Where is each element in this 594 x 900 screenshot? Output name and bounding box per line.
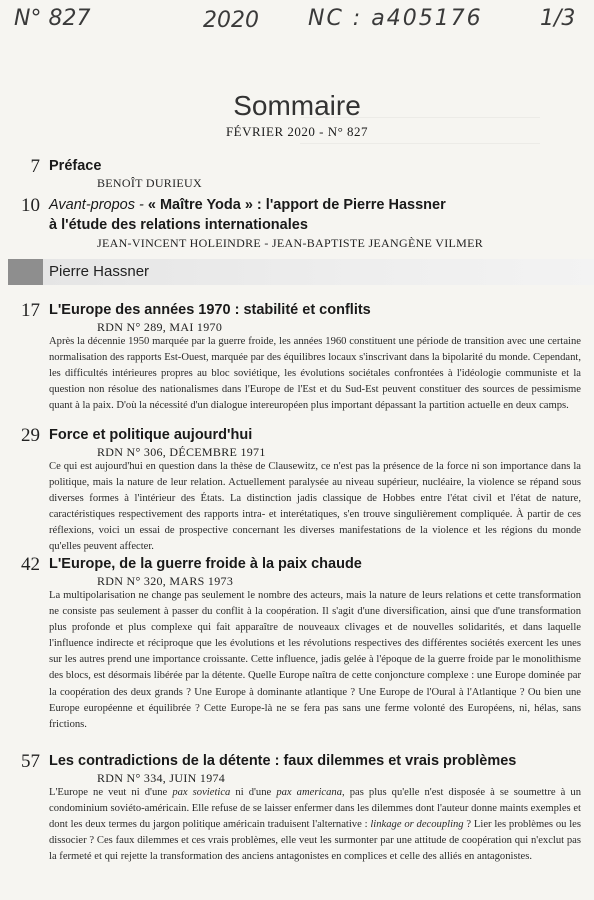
summary-text: ? Lier les problèmes ou les dissocier ? Ces faux dilemmes et ces vrais problèmes, elle veut les surmonter par une attitude de coopération qui n'exclut pas la fermeté et qui rejette la transformation des anciens antagonistes en complices et celle des alliés en antagonistes. — [49, 819, 581, 863]
summary-italic-term: linkage or decoupling — [370, 819, 464, 831]
bleed-through-mark — [300, 117, 540, 118]
article-heading: L'Europe, de la guerre froide à la paix chaude — [49, 556, 362, 572]
article-reference: RDN N° 320, MARS 1973 — [97, 574, 234, 588]
article-reference: RDN N° 289, MAI 1970 — [97, 320, 223, 334]
handwritten-reference: NC : a405176 — [308, 6, 483, 31]
article-heading: L'Europe des années 1970 : stabilité et conflits — [49, 302, 371, 318]
article-summary: Après la décennie 1950 marquée par la guerre froide, les années 1960 constituent une période de transition avec une certaine normalisation des rapports Est-Ouest, marquée par des équilibres locaux s'inscrivant dans la bipolarité du monde. Cependant, les difficultés intérieures propres au bloc soviétique, les évolutions sociétales confrontées à l'idéologie communiste et la question non résolue des nationalismes dans l'Europe de l'Est et du Sud-Est peuvent constituer des sources de pessimisme quant à la paix. D'où la nécessité d'un dialogue intereuropéen plus important dépassant la partition actuelle en deux camps. — [49, 336, 581, 412]
summary-italic-term: pax americana — [276, 787, 342, 798]
summary-text: , pas plus qu'elle n'est disposée à se soumettre à un condominium soviéto-américain. Elle refuse de se laisser enfermer dans les dilemmes dont l'auteur donne maints exemples et dont les deux termes du jargon politique américain traduisent l'alternative : — [49, 787, 581, 831]
page-number: 7 — [30, 156, 40, 177]
article-summary — [49, 785, 581, 865]
article-heading: Force et politique aujourd'hui — [49, 427, 253, 443]
handwritten-page-count: 1/3 — [540, 6, 576, 31]
summary-text: L'Europe ne veut ni d'une — [49, 787, 173, 798]
page-number: 17 — [21, 300, 40, 321]
article-heading: Les contradictions de la détente : faux dilemmes et vrais problèmes — [49, 753, 517, 769]
page-number: 29 — [21, 425, 40, 446]
summary-italic-term: pax sovietica — [172, 787, 231, 798]
handwritten-year: 2020 — [203, 8, 259, 33]
entry-heading: Préface — [49, 158, 102, 174]
article-summary: Ce qui est aujourd'hui en question dans la thèse de Clausewitz, ce n'est pas la présence de la force ni son importance dans la politique, mais la nature de leur relation. Actuellement paralysée au niveau supérieur, nucléaire, la violence se répand sous diverses formes à l'intérieur des États. La distinction jadis classique de Hobbes entre l'état civil et l'état de nature, caractéristiques respectivement des rapports intra- et interétatiques, s'en trouve singulièrement compliquée. À partir de ces réflexions, voici un essai de prospective concernant les diverses manifestations de la violence et les régions du monde qu'elles peuvent affecter. — [49, 461, 581, 553]
page-title: Sommaire — [233, 90, 361, 121]
page-number: 42 — [21, 554, 40, 575]
page-number: 57 — [21, 751, 40, 772]
entry-heading-lead: Avant-propos - — [49, 197, 148, 213]
handwritten-issue-number: N° 827 — [14, 6, 91, 31]
section-marker — [8, 259, 43, 285]
issue-line: FÉVRIER 2020 - N° 827 — [225, 124, 369, 139]
bleed-through-mark — [300, 143, 540, 144]
article-reference: RDN N° 334, JUIN 1974 — [97, 771, 226, 785]
entry-heading — [49, 197, 582, 213]
article-reference: RDN N° 306, DÉCEMBRE 1971 — [97, 445, 266, 459]
entry-heading-line1: « Maître Yoda » : l'apport de Pierre Hassner — [147, 197, 446, 213]
page-number: 10 — [21, 195, 40, 216]
summary-text: ni d'une — [230, 787, 277, 798]
entry-author: JEAN-VINCENT HOLEINDRE - JEAN-BAPTISTE JEANGÈNE VILMER — [97, 236, 484, 250]
section-label: Pierre Hassner — [49, 263, 150, 280]
entry-author: BENOÎT DURIEUX — [97, 176, 202, 190]
article-summary: La multipolarisation ne change pas seulement le nombre des acteurs, mais la nature de leurs relations et cette transformation ne consiste pas seulement à passer du conflit à la coopération. Il s'agit d'une diversification, ainsi que d'une transformation plus profonde et plus complexe qui fait apparaître de nouveaux clivages et de nouvelles solidarités, et dans laquelle l'influence indirecte et réciproque que les évolutions et les révolutions respectives des différentes sociétés exercent les unes sur les autres prend une importance croissante. Cette influence, jadis gelée à l'époque de la guerre froide par le monolithisme des blocs, est désormais libérée par la détente. Quelle Europe naîtra de cette conjoncture complexe : une Europe dominée par la coopération des deux grands ? Une Europe à dominante atlantique ? Une Europe de l'Oural à l'Atlantique ? Ou bien une Europe européenne et équilibrée ? Cette Europe-là ne se fera pas sans une ferme volonté des Européens, ni, hélas, sans frictions. — [49, 590, 581, 730]
entry-heading-line2: à l'étude des relations internationales — [49, 217, 308, 233]
